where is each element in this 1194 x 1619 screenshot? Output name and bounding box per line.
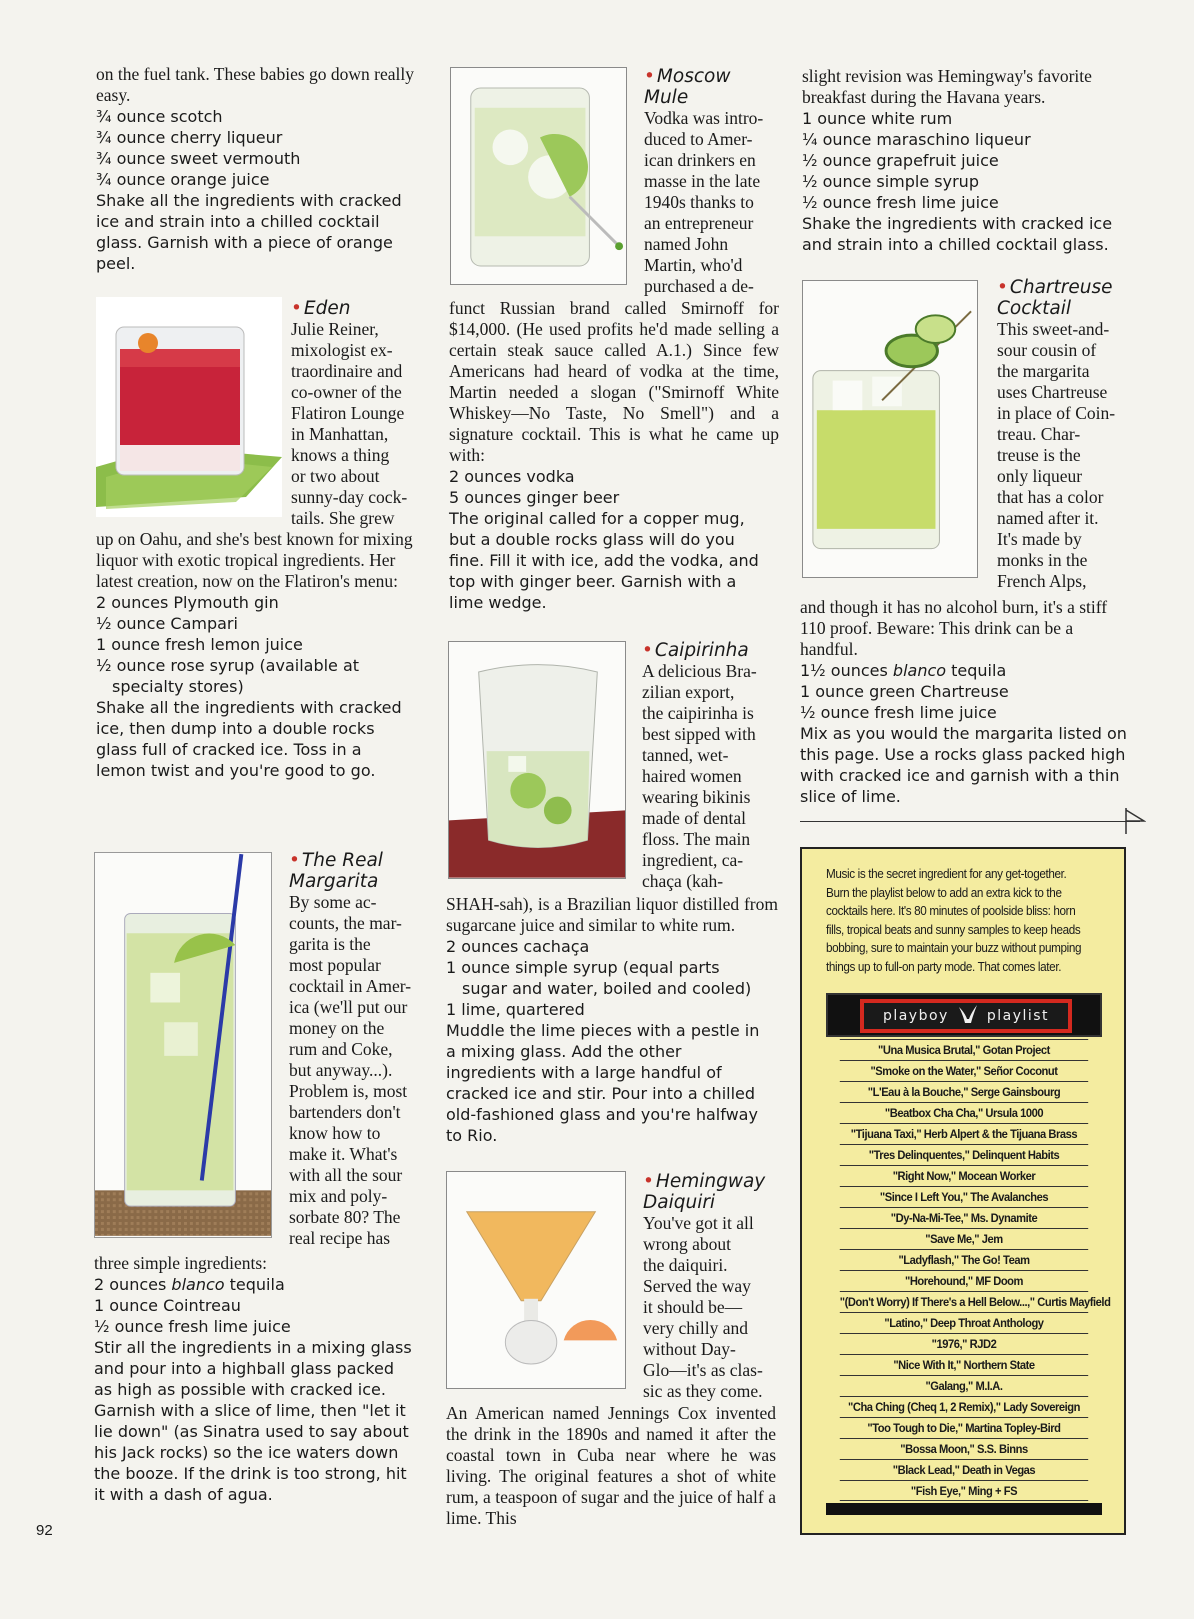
text-line: sunny-day cock- (291, 487, 408, 507)
recipe-method: The original called for a copper mug, but a double rocks glass will do you fine. Fill it with ice, add the vodka, and top with ginger beer. Garnish with a lime wedge. (449, 509, 759, 612)
text-line: tanned, wet- (642, 745, 729, 765)
recipe-italic: blanco (892, 661, 947, 680)
recipe-line: specialty stores) (112, 677, 244, 696)
recipe-line (94, 1274, 412, 1295)
daiquiri-title: • Hemingway (643, 1171, 766, 1192)
text-line: Vodka was intro- (644, 108, 764, 128)
text-line: ingredient, ca- (642, 850, 744, 870)
text-line: Flatiron Lounge (291, 403, 405, 423)
moscow-title: • Moscow (644, 66, 731, 87)
text-line: sorbate 80? The (289, 1207, 401, 1227)
col3-intro-recipe (802, 108, 1132, 255)
chartreuse-photo (802, 280, 978, 578)
text-line: monks in the (997, 550, 1088, 570)
text-line: in Manhattan, (291, 424, 389, 444)
recipe-line: ¾ ounce scotch (96, 107, 223, 126)
bullet-icon: • (291, 298, 302, 319)
intro-recipe (96, 106, 424, 274)
text-line: very chilly and (643, 1318, 748, 1338)
text-line: floss. The main (642, 829, 751, 849)
arrow-marker-icon (1124, 808, 1146, 834)
chartreuse-recipe (800, 660, 1128, 807)
text-line: zilian export, (642, 682, 735, 702)
track-item: "L'Eau à la Bouche," Serge Gainsbourg (840, 1081, 1088, 1102)
recipe-method: Stir all the ingredients in a mixing glass and pour into a highball glass packed as high as possible with cracked ice. Garnish with a slice of lime, then "let it lie down" (as Sinatra used to say about his Jack rocks) so the ice waters down the booze. If the drink is too strong, hit it with a dash of agua. (94, 1338, 412, 1504)
text-line: uses Chartreuse (997, 382, 1108, 402)
text-line: ica (we'll put our (289, 997, 408, 1017)
text-line: that has a color (997, 487, 1104, 507)
eden-body-text: up on Oahu, and she's best known for mixing liquor with exotic tropical ingredients. Her latest creation, now on the Flatiron's menu: (96, 529, 413, 591)
track-item: "Nice With It," Northern State (840, 1354, 1088, 1375)
text-line: garita is the (289, 934, 371, 954)
daiquiri-body (446, 1403, 776, 1529)
recipe-method: Mix as you would the margarita listed on this page. Use a rocks glass packed high with cracked ice and garnish with a thin slice of lime. (800, 724, 1127, 806)
text-line: know how to (289, 1123, 381, 1143)
text-line: Glo—it's as clas- (643, 1360, 763, 1380)
track-item: "Cha Ching (Cheq 1, 2 Remix)," Lady Sovereign (840, 1396, 1088, 1417)
text-line: or two about (291, 466, 380, 486)
recipe-method: Muddle the lime pieces with a pestle in a mixing glass. Add the other ingredients with a large handful of cracked ice and stir. Pour into a chilled old-fashioned glass and you're halfway to Rio. (446, 1021, 760, 1145)
playlist-intro: Music is the secret ingredient for any get-together. Burn the playlist below to add an extra kick to the cocktails here. It's 80 minutes of poolside bliss: horn fills, tropical beats and sunny samples to keep heads bobbing, sure to maintain your buzz without pumping things up to full-on party mode. That comes later. (826, 867, 1082, 974)
text-line: in place of Coin- (997, 403, 1116, 423)
recipe-line: ¾ ounce orange juice (96, 170, 270, 189)
eden-photo (96, 297, 282, 517)
text-line: named after it. (997, 508, 1099, 528)
margarita-float (289, 850, 422, 1249)
track-item: "Too Tough to Die," Martina Topley-Bird (840, 1417, 1088, 1438)
text-line: bartenders don't (289, 1102, 401, 1122)
text-line: mix and poly- (289, 1186, 388, 1206)
bullet-icon: • (642, 640, 653, 661)
recipe-method: Shake all the ingredients with cracked ice, then dump into a double rocks glass full of cracked ice. Toss in a lemon twist and you're good to go. (96, 698, 402, 780)
text-line: cocktail in Amer- (289, 976, 412, 996)
eden-body (96, 529, 424, 781)
track-item: "Beatbox Cha Cha," Ursula 1000 (840, 1102, 1088, 1123)
daiquiri-title-2: Daiquiri (643, 1192, 716, 1213)
text-line: mixologist ex- (291, 340, 393, 360)
text-line: named John (644, 234, 729, 254)
margarita-photo (94, 852, 272, 1238)
caipirinha-float (642, 640, 775, 892)
text-line: the daiquiri. (643, 1255, 728, 1275)
text-line: made of dental (642, 808, 746, 828)
margarita-body (94, 1253, 424, 1505)
daiquiri-float (643, 1171, 775, 1402)
caipirinha-recipe (446, 936, 768, 1146)
banner-title (864, 1003, 1068, 1029)
caipirinha-title: • Caipirinha (642, 640, 749, 661)
recipe-method: Shake the ingredients with cracked ice and strain into a chilled cocktail glass. (802, 214, 1113, 254)
recipe-line: ½ ounce simple syrup (802, 172, 979, 191)
text-line: French Alps, (997, 571, 1087, 591)
text-line: most popular (289, 955, 381, 975)
track-item: "Dy-Na-Mi-Tee," Ms. Dynamite (840, 1207, 1088, 1228)
moscow-body (449, 298, 779, 613)
recipe-line: ¾ ounce cherry liqueur (96, 128, 283, 147)
caipirinha-body (446, 894, 778, 1146)
banner-red-frame (860, 999, 1072, 1033)
bullet-icon: • (289, 850, 300, 871)
track-item: "Bossa Moon," S.S. Binns (840, 1438, 1088, 1459)
text-line: purchased a de- (644, 276, 754, 296)
recipe-line: 1 ounce simple syrup (equal parts (446, 958, 720, 977)
chartreuse-float (997, 277, 1131, 592)
caipirinha-body-text: SHAH-sah), is a Brazilian liquor distilled from sugarcane juice and similar to white rum. (446, 894, 778, 935)
recipe-ingredient: tequila (946, 661, 1007, 680)
text-line: tails. She grew (291, 508, 395, 528)
text-line: it should be— (643, 1297, 743, 1317)
text-line: It's made by (997, 529, 1082, 549)
moscow-mule-photo (450, 67, 627, 285)
text-line: masse in the late (644, 171, 761, 191)
text-line: money on the (289, 1018, 385, 1038)
chartreuse-body (800, 597, 1132, 807)
margarita-title-2: Margarita (289, 871, 379, 892)
recipe-line: 2 ounces Plymouth gin (96, 593, 279, 612)
track-item: "Right Now," Mocean Worker (840, 1165, 1088, 1186)
text-line: the margarita (997, 361, 1090, 381)
text-line: sour cousin of (997, 340, 1097, 360)
margarita-recipe (94, 1274, 412, 1505)
bullet-icon: • (997, 277, 1008, 298)
recipe-line: 2 ounces vodka (449, 467, 575, 486)
text-line: with all the sour (289, 1165, 403, 1185)
column-1 (96, 64, 424, 274)
recipe-line: 5 ounces ginger beer (449, 488, 620, 507)
text-line: haired women (642, 766, 742, 786)
text-line: but anyway...). (289, 1060, 393, 1080)
daiquiri-photo (446, 1171, 626, 1389)
text-line: treuse is the (997, 445, 1081, 465)
track-item: "1976," RJD2 (840, 1333, 1088, 1354)
track-item: "Black Lead," Death in Vegas (840, 1459, 1088, 1480)
recipe-italic: blanco (171, 1275, 225, 1294)
text-line: chaça (kah- (642, 871, 724, 891)
recipe-amount: 2 ounces (94, 1275, 172, 1294)
moscow-recipe (449, 466, 759, 613)
text-line: co-owner of the (291, 382, 402, 402)
recipe-line: ¾ ounce sweet vermouth (96, 149, 301, 168)
banner-word-playlist: playlist (986, 1008, 1050, 1024)
eden-float (291, 298, 424, 529)
recipe-method: Shake all the ingredients with cracked ice and strain into a chilled cocktail glass. Garnish with a piece of orange peel. (96, 191, 402, 273)
recipe-line: ½ ounce Campari (96, 614, 238, 633)
track-item: "Latino," Deep Throat Anthology (840, 1312, 1088, 1333)
text-line: an entrepreneur (644, 213, 754, 233)
recipe-line: 1 ounce fresh lemon juice (96, 635, 303, 654)
recipe-line: 1 ounce white rum (802, 109, 953, 128)
eden-recipe (96, 592, 424, 781)
track-item: "Horehound," MF Doom (840, 1270, 1088, 1291)
track-item: "(Don't Worry) If There's a Hell Below...," Curtis Mayfield (840, 1291, 1088, 1312)
text-line: real recipe has (289, 1228, 391, 1248)
recipe-line: ½ ounce fresh lime juice (800, 703, 997, 722)
text-line: 1940s thanks to (644, 192, 754, 212)
track-item: "Galang," M.I.A. (840, 1375, 1088, 1396)
text-line: best sipped with (642, 724, 756, 744)
caipirinha-photo (448, 641, 626, 879)
recipe-line: ¼ ounce maraschino liqueur (802, 130, 1031, 149)
chartreuse-title: • Chartreuse (997, 277, 1113, 298)
track-item: "Since I Left You," The Avalanches (840, 1186, 1088, 1207)
text-line: By some ac- (289, 892, 377, 912)
text-line: ican drinkers en (644, 150, 756, 170)
recipe-line: sugar and water, boiled and cooled) (462, 979, 752, 998)
col3-intro-text: slight revision was Hemingway's favorite breakfast during the Havana years. (802, 66, 1092, 107)
moscow-body-text: funct Russian brand called Smirnoff for $14,000. (He used profits he'd made selling a certain steak sauce called A.1.) Since few Americans had heard of vodka at the time, Martin needed a slogan ("Smirnoff White Whiskey—No Taste, No Smell") and a signature cocktail. This is what he came up with: (449, 298, 779, 465)
text-line: sic as they come. (643, 1381, 763, 1401)
text-line: Julie Reiner, (291, 319, 379, 339)
section-divider (800, 821, 1140, 822)
bullet-icon: • (644, 66, 655, 87)
playlist-banner (826, 993, 1102, 1037)
track-item: "Tijuana Taxi," Herb Alpert & the Tijuana Brass (840, 1123, 1088, 1144)
chartreuse-title-2: Cocktail (997, 298, 1071, 319)
text-line: Martin, who'd (644, 255, 743, 275)
chartreuse-body-text: and though it has no alcohol burn, it's a stiff 110 proof. Beware: This drink can be a handful. (800, 597, 1108, 659)
recipe-line: ½ ounce grapefruit juice (802, 151, 999, 170)
track-item: "Smoke on the Water," Señor Coconut (840, 1060, 1088, 1081)
track-item: "Ladyflash," The Go! Team (840, 1249, 1088, 1270)
bunny-logo-icon (955, 1003, 981, 1029)
text-line: wrong about (643, 1234, 731, 1254)
margarita-body-text: three simple ingredients: (94, 1253, 268, 1273)
track-list (826, 1039, 1111, 1501)
text-line: You've got it all (643, 1213, 754, 1233)
text-line: This sweet-and- (997, 319, 1110, 339)
text-line: counts, the mar- (289, 913, 402, 933)
recipe-line: 1 ounce green Chartreuse (800, 682, 1009, 701)
eden-title: • Eden (291, 298, 351, 319)
page-number: 92 (36, 1522, 53, 1539)
playlist-footer-bar (826, 1503, 1102, 1515)
recipe-line: 2 ounces cachaça (446, 937, 590, 956)
track-item: "Save Me," Jem (840, 1228, 1088, 1249)
recipe-amount: 1½ ounces (800, 661, 893, 680)
playlist-sidebar (800, 847, 1126, 1535)
text-line: treau. Char- (997, 424, 1081, 444)
recipe-ingredient: tequila (224, 1275, 285, 1294)
margarita-title: • The Real (289, 850, 383, 871)
moscow-title-2: Mule (644, 87, 689, 108)
bullet-icon: • (643, 1171, 654, 1192)
daiquiri-body-text: An American named Jennings Cox invented the drink in the 1890s and named it after the coastal town in Cuba near where he was living. The original features a shot of white rum, a teaspoon of sugar and the juice of half a lime. This (446, 1403, 776, 1528)
track-item: "Tres Delinquentes," Delinquent Habits (840, 1144, 1088, 1165)
moscow-float (644, 66, 778, 297)
track-item: "Fish Eye," Ming + FS (840, 1480, 1088, 1501)
intro-text: on the fuel tank. These babies go down really easy. (96, 64, 414, 105)
text-line: knows a thing (291, 445, 390, 465)
text-line: make it. What's (289, 1144, 398, 1164)
text-line: Served the way (643, 1276, 751, 1296)
recipe-line: ½ ounce fresh lime juice (94, 1317, 291, 1336)
text-line: duced to Amer- (644, 129, 753, 149)
text-line: the caipirinha is (642, 703, 754, 723)
text-line: rum and Coke, (289, 1039, 393, 1059)
recipe-line: 1 lime, quartered (446, 1000, 585, 1019)
recipe-line: ½ ounce rose syrup (available at (96, 656, 360, 675)
text-line: only liqueur (997, 466, 1083, 486)
track-item: "Una Musica Brutal," Gotan Project (840, 1039, 1088, 1060)
recipe-line: 1 ounce Cointreau (94, 1296, 241, 1315)
column-3 (802, 66, 1132, 255)
recipe-line: ½ ounce fresh lime juice (802, 193, 999, 212)
text-line: without Day- (643, 1339, 736, 1359)
text-line: traordinaire and (291, 361, 403, 381)
banner-word-playboy: playboy (882, 1008, 949, 1024)
text-line: A delicious Bra- (642, 661, 757, 681)
text-line: Problem is, most (289, 1081, 408, 1101)
text-line: wearing bikinis (642, 787, 751, 807)
recipe-line (800, 660, 1128, 681)
